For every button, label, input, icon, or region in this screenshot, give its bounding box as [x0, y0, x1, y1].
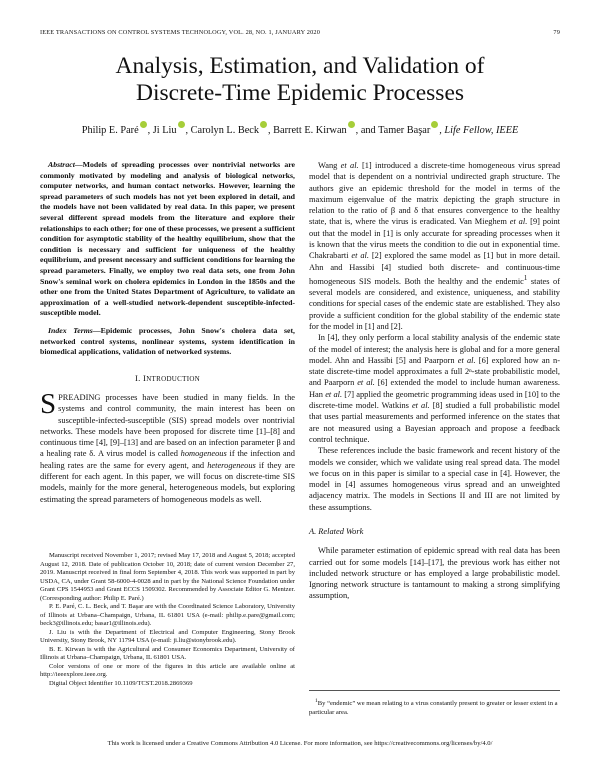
author-3: , Carolyn L. Beck	[185, 125, 260, 136]
paragraph-1: Wang et al. [1] introduced a discrete-time homogeneous virus spread model that is dependent on a nontrivial undirected graph structure. The authors give an epidemic threshold for the model in terms of the maximum eigenvalue of the matrix depicting the graph structure in relation to the ratio of β and δ that ensures convergence to the healthy state, that is, where the virus is eradicated. Van Mieghem et al. [9] point out that the model in [1] is only accurate for spreading processes when it is known that the virus meets the condition to die out in exponential time. Chakrabarti et al. [2] explored the same model as [1] but in more detail. Ahn and Hassibi [4] studied both discrete- and continuous-time homogeneous SIS models. Both the healthy and the endemic$^1$ states of several models are considered, and existence, uniqueness, and stability conditions for special cases of the endemic state are established. They also provide a sufficient condition for the global stability of the endemic state for the model in [1] and [2].	[309, 161, 561, 331]
intro-text-3: if they are different for each agent. In this paper, we will focus on discrete-time SIS models, mainly for the more general, heterogeneous models, but exploring estimating the spread parameters of homogeneous models as well.	[40, 460, 295, 504]
orcid-icon[interactable]	[348, 121, 355, 128]
drop-cap: S	[40, 387, 57, 420]
note-doi: Digital Object Identifier 10.1109/TCST.2018.2869369	[49, 679, 193, 687]
license-footer: This work is licensed under a Creative Commons Attribution 4.0 License. For more information, see https://creativecommons.org/licenses/by/4.0/	[107, 740, 493, 747]
abstract-text: Models of spreading processes over nontrivial networks are commonly motivated by modeling and analysis of biological networks, computer networks, and human contact networks. However, learning the spread parameters of such models has not yet been explored in detail, and the models have not been validated by real data. In this paper, we present several different spread models from the literature and explore their relationships to each other; for one of these processes, we present a sufficient condition for asymptotic stability of the healthy equilibrium, show that the condition is necessary and sufficient for uniqueness of the healthy equilibrium, and present necessary and sufficient conditions for learning the spread parameters. Finally, we employ two real data sets, one from John Snow's seminal work on cholera epidemics in London in the 1850s and the other one from the United States Department of Agriculture, to validate an approximation of a well-studied network-dependent susceptible-infected-susceptible model.	[40, 160, 295, 318]
footnote-number: 1	[315, 698, 318, 704]
note-affiliation-1: P. E. Paré, C. L. Beck, and T. Başar are with the Coordinated Science Laboratory, University of Illinois at Urbana–Champaign, Urbana, IL 61801 USA (e-mail: philip.e.pare@gmail.com; beck3@illinois.edu; basar1@illinois.edu).	[40, 603, 295, 627]
author-1: Philip E. Paré	[81, 125, 139, 136]
section-title-cap: I	[143, 372, 147, 383]
note-affiliation-2: J. Liu is with the Department of Electrical and Computer Engineering, Stony Brook University, Stony Brook, NY 11794 USA (e-mail: ji.liu@stonybrook.edu).	[40, 628, 295, 644]
note-received: Manuscript received November 1, 2017; revised May 17, 2018 and August 5, 2018; accepted August 12, 2018. Date of publication October 10, 2018; date of current version December 27, 2019. Manuscript received in final form September 4, 2018. This work was supported in part by USDA, CA, under Grant 58-6000-4-0028 and in part by the National Science Foundation under Grant CPS 1544953 and Grant ECCS 1509302. Recommended by Associate Editor G. Mentzer. (Corresponding author: Philip E. Paré.)	[40, 552, 295, 602]
footnote-text: By “endemic” we mean relating to a virus constantly present to greater or lesser extent in a particular area.	[309, 700, 558, 716]
paragraph-2: In [4], they only perform a local stability analysis of the endemic state of the model of interest; the analysis here is global and for a more general model. Ahn and Hassibi [5] and Paarporn et al. [6] explored how an n-state discrete-time model approximates a full 2ⁿ-state probabilistic model, and Paarporn et al. [6] extended the model to include human awareness. Han et al. [7] applied the geometric programming ideas used in [10] to the discrete-time model. Watkins et al. [8] studied a full probabilistic model that uses partial measurements and performed inference on the states that are not measured using a Bayesian approach and propose a feedback control technique.	[309, 333, 561, 444]
title-line-1: Analysis, Estimation, and Validation of	[115, 53, 485, 79]
abstract-label: Abstract—	[48, 160, 83, 169]
paper-title	[0, 53, 600, 107]
author-5: , and Tamer Başar	[355, 125, 431, 136]
note-affiliation-3: B. E. Kirwan is with the Agricultural and Consumer Economics Department, University of Illinois at Urbana–Champaign, Urbana, IL 61801 USA.	[40, 645, 295, 661]
left-column	[40, 160, 295, 505]
orcid-icon[interactable]	[260, 121, 267, 128]
title-line-2: Discrete-Time Epidemic Processes	[135, 80, 465, 106]
orcid-icon[interactable]	[140, 121, 147, 128]
author-grade: , Life Fellow, IEEE	[439, 125, 519, 136]
running-header	[40, 29, 560, 36]
right-column	[309, 160, 560, 602]
subsection-heading-related-work: A. Related Work	[309, 527, 364, 536]
orcid-icon[interactable]	[431, 121, 438, 128]
index-terms-label: Index Terms—	[48, 325, 101, 335]
author-2: , Ji Liu	[147, 125, 177, 136]
abstract	[40, 160, 295, 319]
journal-name: IEEE TRANSACTIONS ON CONTROL SYSTEMS TECHNOLOGY, VOL. 28, NO. 1, JANUARY 2020	[40, 29, 320, 36]
footnote-ref: 1	[523, 273, 528, 282]
section-numeral: I.	[134, 372, 141, 383]
note-color: Color versions of one or more of the figures in this article are available online at http://ieeexplore.ieee.org.	[40, 662, 295, 678]
intro-text-1: processes have been studied in many fields. In the systems and control community, the main interest has been on susceptible-infected-susceptible (SIS) spread models over nontrivial networks. These models have been proposed for discrete time [1]–[8] and continuous time [4], [9]–[13] and are based on an infection parameter β and a healing rate δ. A virus model is called	[40, 392, 295, 459]
term-homogeneous: homogeneous	[180, 449, 227, 459]
page-number: 79	[553, 29, 560, 36]
author-list	[0, 121, 600, 136]
section-title-rest: NTRODUCTION	[146, 374, 201, 383]
paragraph-3: These references include the basic framework and recent history of the models we consider, which we validate using real spread data. The model we focus on in this paper is similar to a special case in [4]. However, the model in [4] assumes homogeneous virus spread and an unweighted adjacency matrix. The models in Sections II and III are not limited by these assumptions.	[309, 446, 560, 512]
author-4: , Barrett E. Kirwan	[268, 125, 347, 136]
index-terms-text: Epidemic processes, John Snow's cholera data set, networked control systems, nonlinear systems, system identification in biomedical applications, validation of networked systems.	[40, 325, 295, 357]
intro-paragraph	[40, 387, 295, 505]
intro-first-word: PREADING	[58, 392, 101, 402]
index-terms	[40, 326, 295, 358]
intro-text-2: if the infection and healing rates are the same for every agent, and	[40, 449, 295, 470]
section-heading-introduction	[40, 373, 295, 385]
paragraph-4: While parameter estimation of epidemic spread with real data has been carried out for some models [14]–[17], the previous work has either not included network structure or has employed a large probabilistic model. Ignoring network structure is tantamount to making a strong simplifying assumption,	[309, 546, 560, 601]
term-heterogeneous: heterogeneous	[207, 460, 256, 470]
manuscript-notes	[40, 552, 295, 688]
footnote	[309, 690, 560, 717]
orcid-icon[interactable]	[178, 121, 185, 128]
